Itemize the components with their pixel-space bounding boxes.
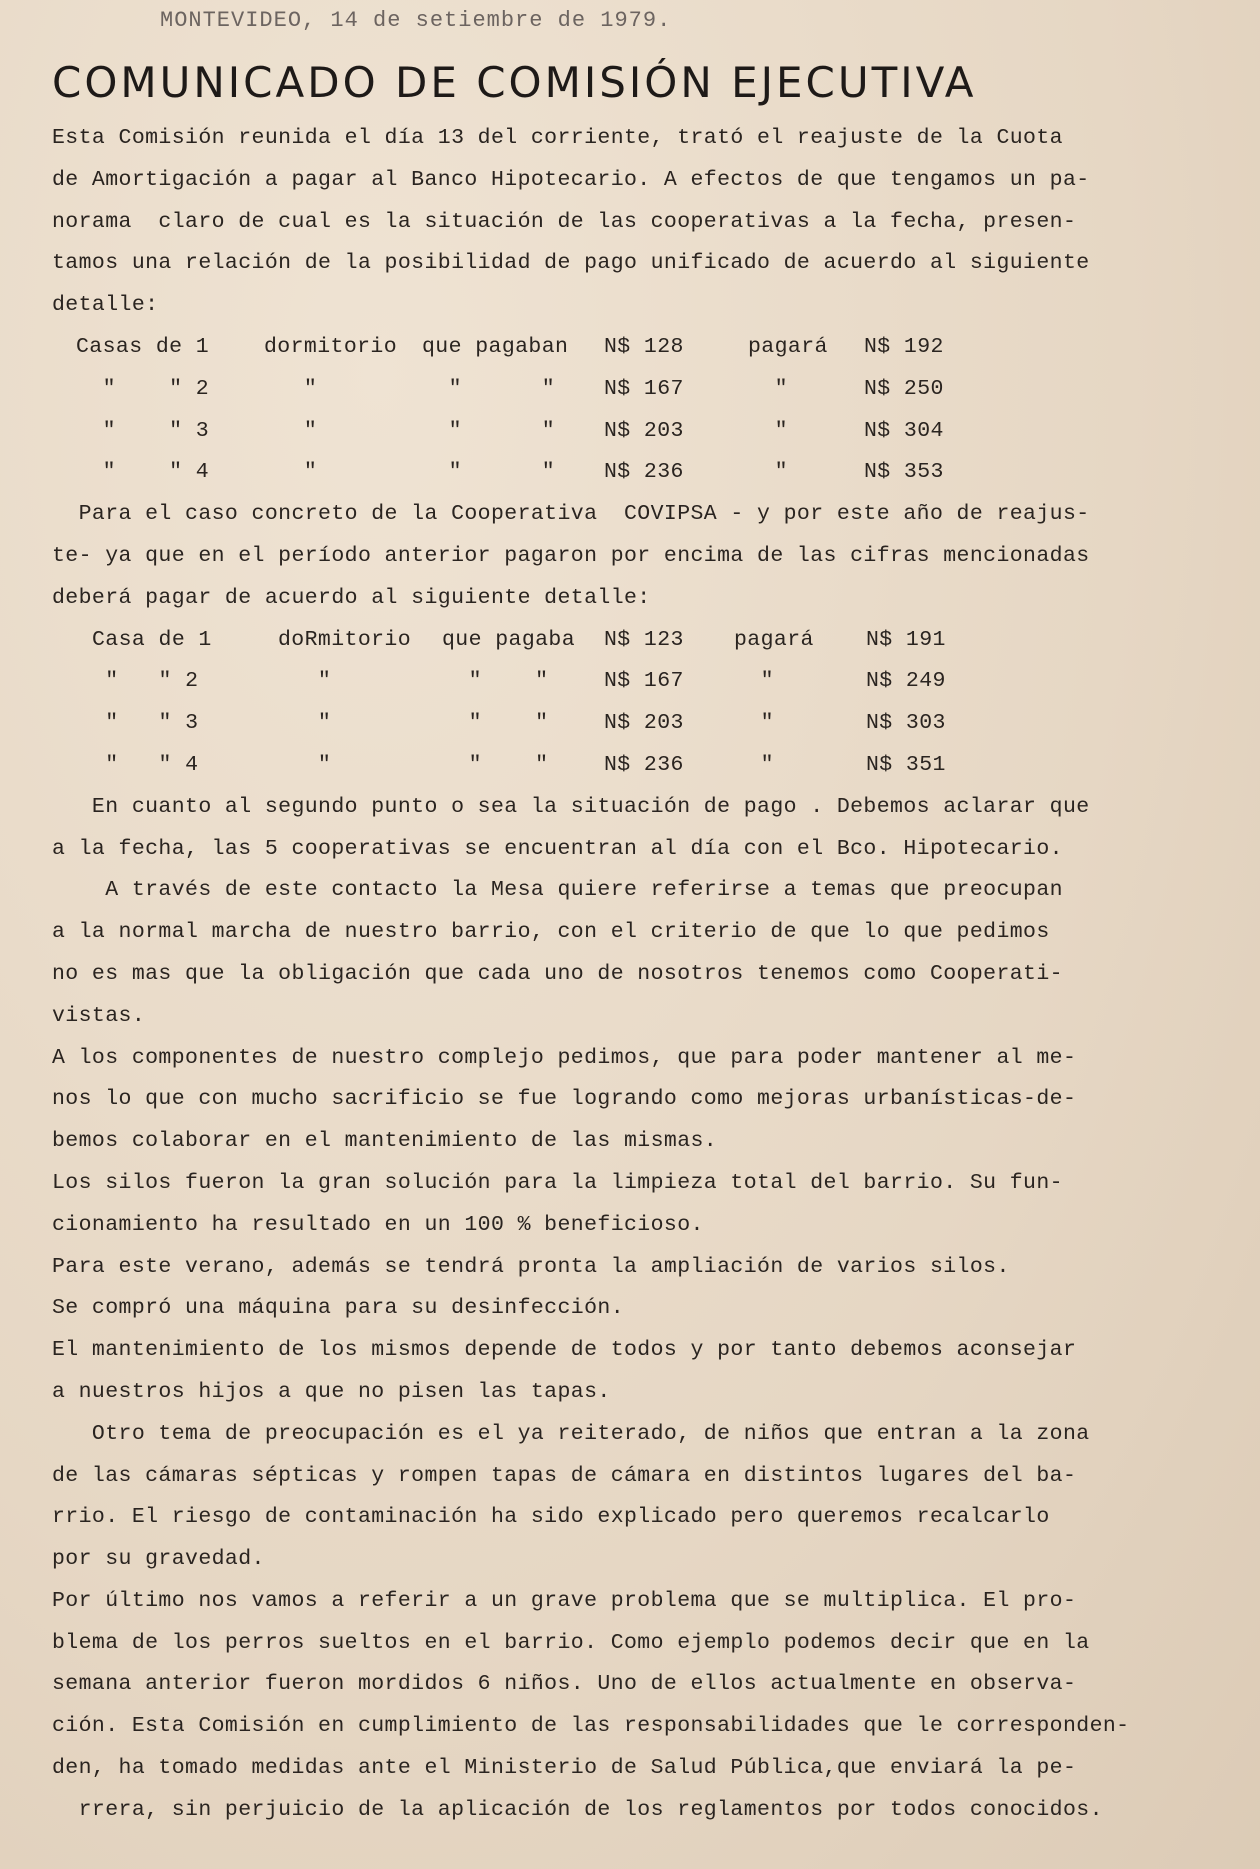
new-amount: N$ 250 <box>864 376 944 401</box>
text-line: blema de los perros sueltos en el barrio. Como ejemplo podemos decir que en la <box>52 1630 1090 1655</box>
table-row <box>52 745 1212 787</box>
table-row <box>52 369 1212 411</box>
text-line: Esta Comisión reunida el día 13 del corriente, trató el reajuste de la Cuota <box>52 126 1063 150</box>
text-line: no es mas que la obligación que cada uno de nosotros tenemos como Cooperati- <box>52 961 1063 986</box>
old-amount: N$ 167 <box>604 376 684 401</box>
bedroom-label: " <box>278 752 332 777</box>
old-amount: N$ 236 <box>604 460 684 485</box>
paid-label: " " <box>422 460 556 485</box>
text-line: detalle: <box>52 293 159 318</box>
text-line: a la normal marcha de nuestro barrio, con el criterio de que lo que pedimos <box>52 920 1050 945</box>
will-pay-label: " <box>748 460 788 485</box>
text-line: ción. Esta Comisión en cumplimiento de las responsabilidades que le corresponden- <box>52 1714 1130 1739</box>
new-amount: N$ 351 <box>866 752 946 777</box>
old-amount: N$ 236 <box>604 752 684 777</box>
will-pay-label: " <box>734 669 774 694</box>
will-pay-label: " <box>748 418 788 443</box>
house-type: " " 2 <box>92 669 199 694</box>
house-type: " " 4 <box>76 460 210 485</box>
old-amount: N$ 123 <box>604 627 684 652</box>
text-line: El mantenimiento de los mismos depende de todos y por tanto debemos aconsejar <box>52 1338 1077 1363</box>
house-type: " " 4 <box>92 752 199 777</box>
new-amount: N$ 303 <box>866 711 946 736</box>
paid-label: " " <box>422 418 556 443</box>
old-amount: N$ 203 <box>604 711 684 736</box>
text-line: de las cámaras sépticas y rompen tapas de cámara en distintos lugares del ba- <box>52 1463 1077 1488</box>
text-line: En cuanto al segundo punto o sea la situación de pago . Debemos aclarar que <box>52 794 1090 819</box>
will-pay-label: " <box>748 376 788 401</box>
table-row <box>52 411 1212 453</box>
house-type: Casa de 1 <box>92 627 212 652</box>
text-line: a la fecha, las 5 cooperativas se encuentran al día con el Bco. Hipotecario. <box>52 836 1063 861</box>
text-line: A los componentes de nuestro complejo pedimos, que para poder mantener al me- <box>52 1045 1077 1070</box>
bedroom-label: dormitorio <box>264 334 398 359</box>
house-type: " " 3 <box>76 418 210 443</box>
table-row <box>52 703 1212 745</box>
table-row <box>52 661 1212 703</box>
text-line: Otro tema de preocupación es el ya reiterado, de niños que entran a la zona <box>52 1421 1090 1446</box>
document-title: COMUNICADO DE COMISIÓN EJECUTIVA <box>52 58 977 107</box>
table-row <box>52 620 1212 662</box>
text-line: nos lo que con mucho sacrificio se fue logrando como mejoras urbanísticas-de- <box>52 1087 1077 1112</box>
text-line: rrera, sin perjuicio de la aplicación de los reglamentos por todos conocidos. <box>52 1797 1103 1822</box>
text-line: por su gravedad. <box>52 1547 265 1572</box>
document-body <box>52 118 1212 1832</box>
bedroom-label: " <box>264 418 318 443</box>
will-pay-label: pagará <box>734 627 814 652</box>
new-amount: N$ 304 <box>864 418 944 443</box>
paid-label: que pagaba <box>442 627 576 652</box>
old-amount: N$ 203 <box>604 418 684 443</box>
paid-label: " " <box>442 669 549 694</box>
new-amount: N$ 192 <box>864 334 944 359</box>
will-pay-label: " <box>734 752 774 777</box>
bedroom-label: " <box>264 376 318 401</box>
text-line: bemos colaborar en el mantenimiento de las mismas. <box>52 1129 718 1154</box>
bedroom-label: " <box>264 460 318 485</box>
text-line: Para el caso concreto de la Cooperativa COVIPSA - y por este año de reajus- <box>52 502 1090 527</box>
paid-label: " " <box>442 752 549 777</box>
text-line: deberá pagar de acuerdo al siguiente detalle: <box>52 585 651 610</box>
will-pay-label: pagará <box>748 334 828 359</box>
text-line: vistas. <box>52 1003 146 1028</box>
text-line: Se compró una máquina para su desinfección. <box>52 1296 624 1321</box>
text-line: rrio. El riesgo de contaminación ha sido explicado pero queremos recalcarlo <box>52 1505 1050 1530</box>
house-type: " " 2 <box>76 376 210 401</box>
bedroom-label: " <box>278 669 332 694</box>
text-line: den, ha tomado medidas ante el Ministerio de Salud Pública,que enviará la pe- <box>52 1756 1077 1781</box>
intro-paragraph <box>52 118 1212 327</box>
text-line: semana anterior fueron mordidos 6 niños. Uno de ellos actualmente en observa- <box>52 1672 1077 1697</box>
table-row <box>52 327 1212 369</box>
text-line: a nuestros hijos a que no pisen las tapas. <box>52 1379 611 1404</box>
text-line: Por último nos vamos a referir a un grave problema que se multiplica. El pro- <box>52 1588 1077 1613</box>
dateline: MONTEVIDEO, 14 de setiembre de 1979. <box>160 8 672 33</box>
new-amount: N$ 249 <box>866 669 946 694</box>
bedroom-label: doRmitorio <box>278 627 412 652</box>
quota-table-general <box>52 327 1212 494</box>
paid-label: " " <box>442 711 549 736</box>
bedroom-label: " <box>278 711 332 736</box>
new-amount: N$ 353 <box>864 460 944 485</box>
text-line: cionamiento ha resultado en un 100 % beneficioso. <box>52 1212 704 1237</box>
old-amount: N$ 167 <box>604 669 684 694</box>
text-line: A través de este contacto la Mesa quiere referirse a temas que preocupan <box>52 878 1063 903</box>
old-amount: N$ 128 <box>604 334 684 359</box>
quota-table-covipsa <box>52 620 1212 787</box>
paid-label: que pagaban <box>422 334 569 359</box>
paid-label: " " <box>422 376 556 401</box>
text-line: norama claro de cual es la situación de las cooperativas a la fecha, presen- <box>52 209 1077 234</box>
text-line: Los silos fueron la gran solución para la limpieza total del barrio. Su fun- <box>52 1170 1063 1195</box>
house-type: " " 3 <box>92 711 199 736</box>
will-pay-label: " <box>734 711 774 736</box>
table-row <box>52 452 1212 494</box>
text-line: te- ya que en el período anterior pagaron por encima de las cifras mencionadas <box>52 543 1090 568</box>
main-text <box>52 787 1212 1832</box>
new-amount: N$ 191 <box>866 627 946 652</box>
text-line: Para este verano, además se tendrá pronta la ampliación de varios silos. <box>52 1254 1010 1279</box>
house-type: Casas de 1 <box>76 334 210 359</box>
text-line: tamos una relación de la posibilidad de pago unificado de acuerdo al siguiente <box>52 251 1090 276</box>
text-line: de Amortigación a pagar al Banco Hipotecario. A efectos de que tengamos un pa- <box>52 167 1090 192</box>
covipsa-paragraph <box>52 494 1212 619</box>
